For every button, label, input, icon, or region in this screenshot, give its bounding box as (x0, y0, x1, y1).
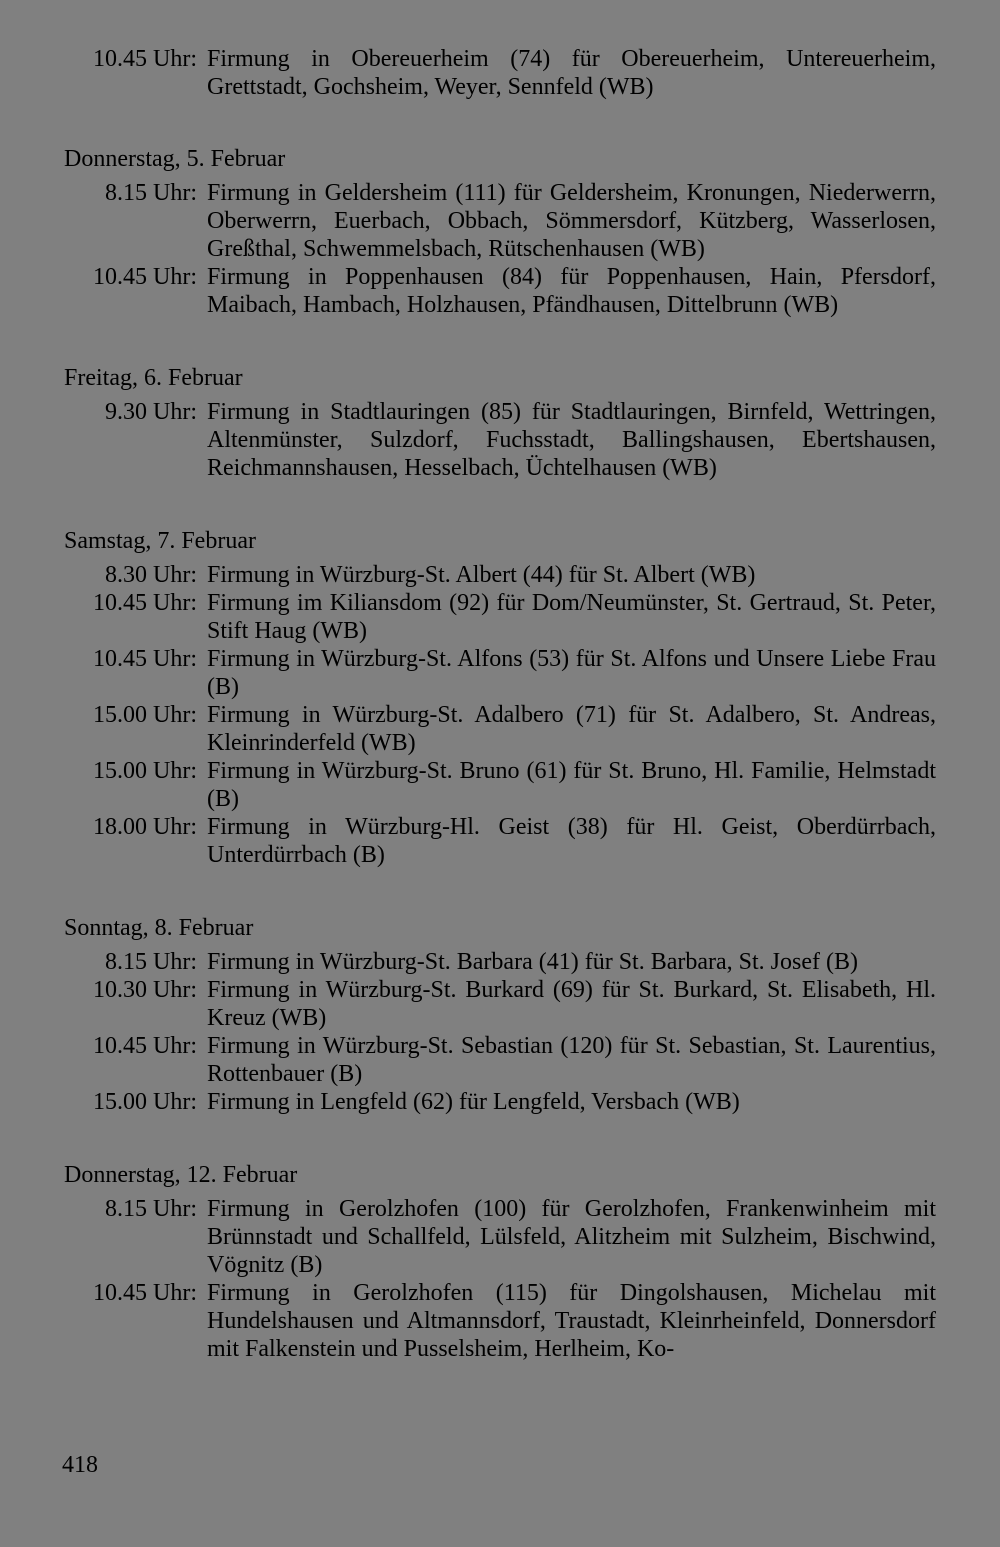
schedule-entry (64, 813, 936, 869)
schedule-section (64, 527, 936, 869)
schedule-entry (64, 561, 936, 589)
schedule-entry (64, 1088, 936, 1116)
schedule-section (64, 364, 936, 482)
schedule-entry (64, 948, 936, 976)
schedule-section (64, 914, 936, 1116)
entry-time: 15.00 Uhr: (93, 758, 197, 784)
day-heading: Samstag, 7. Februar (64, 528, 256, 554)
entry-text: Firmung in Würzburg-St. Bruno (61) für St. Bruno, Hl. Familie, Helmstadt (B) (207, 758, 936, 812)
day-heading: Donnerstag, 12. Februar (64, 1162, 298, 1188)
entry-time: 9.30 Uhr: (105, 399, 197, 425)
schedule-entry (64, 1195, 936, 1279)
entry-time: 10.45 Uhr: (93, 590, 197, 616)
entry-text: Firmung in Würzburg-St. Burkard (69) für St. Burkard, St. Elisabeth, Hl. Kreuz (WB) (207, 977, 936, 1031)
schedule-entry (64, 1032, 936, 1088)
entry-time: 8.30 Uhr: (105, 562, 197, 588)
schedule-section (64, 1161, 936, 1363)
entry-text: Firmung im Kiliansdom (92) für Dom/Neumünster, St. Gertraud, St. Peter, Stift Haug (WB) (207, 590, 936, 644)
entry-time: 8.15 Uhr: (105, 1196, 197, 1222)
schedule-section (64, 45, 936, 101)
entry-text: Firmung in Geldersheim (111) für Geldersheim, Kronungen, Niederwerrn, Oberwerrn, Euerbach, Obbach, Sömmersdorf, Kützberg, Wasserlosen, Greßthal, Schwemmelsbach, Rütschenhausen (WB) (207, 180, 936, 262)
schedule-entry (64, 701, 936, 757)
day-heading: Donnerstag, 5. Februar (64, 146, 286, 172)
entry-text: Firmung in Lengfeld (62) für Lengfeld, Versbach (WB) (207, 1089, 740, 1115)
schedule-entry (64, 976, 936, 1032)
schedule-entry (64, 45, 936, 101)
entry-time: 10.30 Uhr: (93, 977, 197, 1003)
entry-text: Firmung in Würzburg-Hl. Geist (38) für Hl. Geist, Oberdürrbach, Unterdürrbach (B) (207, 814, 936, 868)
entry-text: Firmung in Obereuerheim (74) für Obereuerheim, Untereuerheim, Grettstadt, Gochsheim, Weyer, Sennfeld (WB) (207, 46, 936, 100)
entry-time: 18.00 Uhr: (93, 814, 197, 840)
schedule-entry (64, 757, 936, 813)
entry-time: 8.15 Uhr: (105, 949, 197, 975)
entry-text: Firmung in Würzburg-St. Alfons (53) für St. Alfons und Unsere Liebe Frau (B) (207, 646, 936, 700)
section-gap (64, 1116, 936, 1161)
entry-text: Firmung in Poppenhausen (84) für Poppenhausen, Hain, Pfersdorf, Maibach, Hambach, Holzhausen, Pfändhausen, Dittelbrunn (WB) (207, 264, 936, 318)
entry-time: 10.45 Uhr: (93, 264, 197, 290)
entry-time: 8.15 Uhr: (105, 180, 197, 206)
entry-time: 10.45 Uhr: (93, 46, 197, 72)
page-number: 418 (62, 1452, 98, 1478)
entry-text: Firmung in Gerolzhofen (115) für Dingolshausen, Michelau mit Hundelshausen und Altmannsdorf, Traustadt, Kleinrheinfeld, Donnersdorf mit Falkenstein und Pusselsheim, Herlheim, Ko- (207, 1280, 936, 1362)
entry-text: Firmung in Würzburg-St. Barbara (41) für St. Barbara, St. Josef (B) (207, 949, 858, 975)
entry-text: Firmung in Gerolzhofen (100) für Gerolzhofen, Frankenwinheim mit Brünnstadt und Schallfeld, Lülsfeld, Alitzheim mit Sulzheim, Bischwind, Vögnitz (B) (207, 1196, 936, 1278)
schedule-section (64, 145, 936, 319)
day-heading: Freitag, 6. Februar (64, 365, 243, 391)
section-gap (64, 101, 936, 145)
schedule-entry (64, 645, 936, 701)
section-gap (64, 869, 936, 914)
entry-text: Firmung in Würzburg-St. Albert (44) für St. Albert (WB) (207, 562, 756, 588)
section-gap (64, 319, 936, 364)
schedule-entry (64, 398, 936, 482)
schedule-entry (64, 179, 936, 263)
entry-text: Firmung in Würzburg-St. Sebastian (120) für St. Sebastian, St. Laurentius, Rottenbauer (B) (207, 1033, 936, 1087)
entry-time: 10.45 Uhr: (93, 1033, 197, 1059)
entry-text: Firmung in Stadtlauringen (85) für Stadtlauringen, Birnfeld, Wettringen, Altenmünster, Sulzdorf, Fuchsstadt, Ballingshausen, Ebertshausen, Reichmannshausen, Hesselbach, Üchtelhausen (WB) (207, 399, 936, 481)
entry-text: Firmung in Würzburg-St. Adalbero (71) für St. Adalbero, St. Andreas, Kleinrinderfeld (WB) (207, 702, 936, 756)
schedule-entry (64, 1279, 936, 1363)
entry-time: 10.45 Uhr: (93, 646, 197, 672)
section-gap (64, 482, 936, 527)
entry-time: 15.00 Uhr: (93, 702, 197, 728)
entry-time: 15.00 Uhr: (93, 1089, 197, 1115)
schedule-entry (64, 263, 936, 319)
schedule-entry (64, 589, 936, 645)
day-heading: Sonntag, 8. Februar (64, 915, 254, 941)
entry-time: 10.45 Uhr: (93, 1280, 197, 1306)
